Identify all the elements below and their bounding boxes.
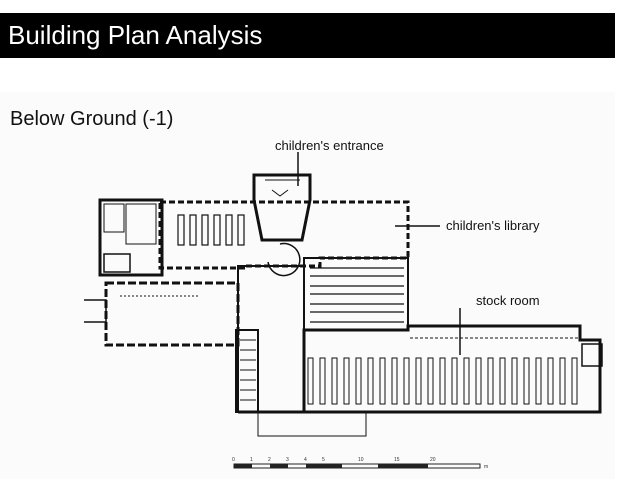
childrens-entrance-label: children's entrance: [275, 138, 384, 153]
scale-unit: m: [484, 464, 489, 470]
scale-tick-15: 15: [394, 457, 400, 463]
floor-plan-image: [0, 92, 615, 479]
stock-room-label: stock room: [476, 293, 540, 308]
scale-tick-4: 4: [304, 457, 307, 463]
scale-tick-1: 1: [250, 457, 253, 463]
title-bar: [0, 13, 615, 58]
slide-title: Building Plan Analysis: [8, 20, 263, 50]
childrens-library-label: children's library: [446, 218, 540, 233]
scale-tick-20: 20: [430, 457, 436, 463]
scale-tick-3: 3: [286, 457, 289, 463]
scale-tick-2: 2: [268, 457, 271, 463]
scale-tick-0: 0: [232, 457, 235, 463]
floor-plan-drawing: [0, 92, 615, 479]
scale-tick-5: 5: [322, 457, 325, 463]
plan-heading: Below Ground (-1): [10, 108, 174, 130]
scale-tick-10: 10: [358, 457, 364, 463]
